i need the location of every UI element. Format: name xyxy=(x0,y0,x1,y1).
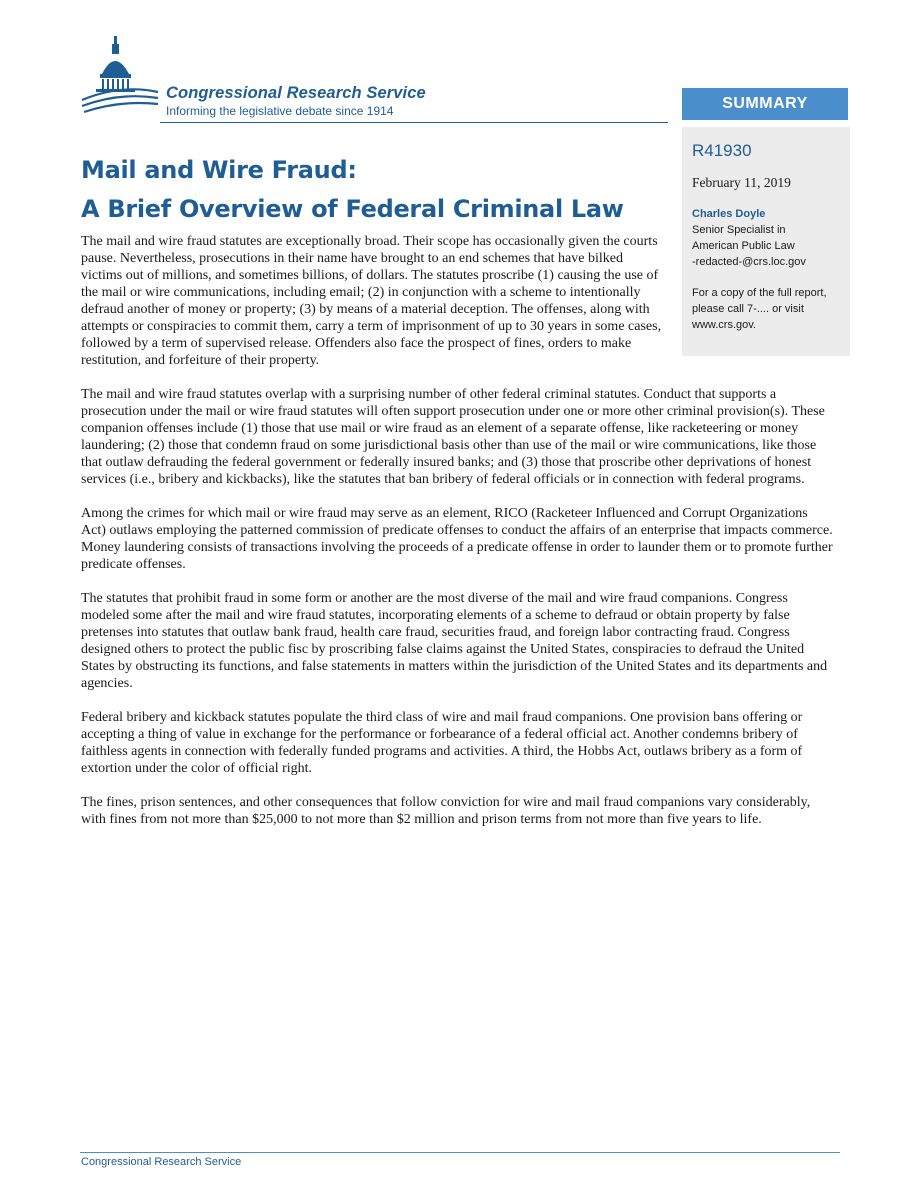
capitol-dome-icon xyxy=(80,34,162,124)
paragraph-2: The mail and wire fraud statutes overlap with a surprising number of other federal criminal statutes. Conduct that supports a prosecution under the mail or wire fraud statutes will often support prosecution under one or more other criminal provision(s). These companion offenses include (1) those that use mail or wire fraud as an element of a separate offense, like racketeering or money laundering; (2) those that condemn fraud on some jurisdictional basis other than use of the mail or wire communications, like those that outlaw defrauding the federal government or federally insured banks; and (3) those that proscribe other deprivations of honest services (i.e., bribery and kickbacks), like the statutes that ban bribery of federal officials or in connection with federal programs. xyxy=(81,387,825,487)
org-name: Congressional Research Service xyxy=(166,84,426,102)
page-title xyxy=(81,151,624,229)
footer-text: Congressional Research Service xyxy=(81,1156,242,1168)
header-divider xyxy=(160,122,668,123)
paragraph-4: The statutes that prohibit fraud in some form or another are the most diverse of the mail and wire fraud companions. Congress modeled some after the mail and wire fraud statutes, incorporating elements of a scheme to defraud or obtain property by false pretenses into statutes that outlaw bank fraud, health care fraud, securities fraud, and foreign labor contracting fraud. Congress designed others to protect the public fisc by proscribing false claims against the United States, conspiracies to defraud the United States by obstructing its functions, and false statements in matters within the jurisdiction of the United States and its departments and agencies. xyxy=(81,591,828,691)
copy-note: For a copy of the full report, please call 7-.... or visit www.crs.gov. xyxy=(692,287,827,331)
paragraph-6: The fines, prison sentences, and other consequences that follow conviction for wire and mail fraud companions vary considerably, with fines from not more than $25,000 to not more than $2 million and prison terms from not more than five years to life. xyxy=(81,795,811,827)
paragraph-5: Federal bribery and kickback statutes populate the third class of wire and mail fraud companions. One provision bans offering or accepting a thing of value in exchange for the performance or forbearance of a federal official act. Another condemns bribery of faithless agents in connection with federally funded programs and activities. A third, the Hobbs Act, outlaws bribery as a form of extortion under the color of official right. xyxy=(81,710,803,776)
summary-body xyxy=(81,233,833,845)
summary-tab: SUMMARY xyxy=(682,88,848,120)
org-tagline: Informing the legislative debate since 1914 xyxy=(166,104,394,118)
paragraph-3: Among the crimes for which mail or wire fraud may serve as an element, RICO (Racketeer Influenced and Corrupt Organizations Act) outlaws employing the patterned commission of predicate offenses to conduct the affairs of an enterprise that impacts commerce. Money laundering consists of transactions involving the proceeds of a predicate offense in order to launder them or to promote further predicate offenses. xyxy=(81,506,833,572)
author-title-line1: Senior Specialist in xyxy=(692,224,786,236)
report-number: R41930 xyxy=(692,141,752,160)
author-title-line2: American Public Law xyxy=(692,240,795,252)
report-date: February 11, 2019 xyxy=(692,175,791,190)
footer-divider xyxy=(80,1152,840,1153)
crs-logo[interactable] xyxy=(80,34,480,124)
author-name: Charles Doyle xyxy=(692,208,766,220)
title-line1: Mail and Wire Fraud: xyxy=(81,156,357,184)
paragraph-1: The mail and wire fraud statutes are exceptionally broad. Their scope has occasionally given the courts pause. Nevertheless, prosecutions in their name have brought to an end schemes that have bilked victims out of millions, and sometimes billions, of dollars. The statutes proscribe (1) causing the use of the mail or wire communications, including email; (2) in conjunction with a scheme to intentionally defraud another of money or property; (3) by means of a material deception. The offenses, along with attempts or conspiracies to commit them, carry a term of imprisonment of up to 30 years in some cases, followed by a term of supervised release. Offenders also face the prospect of fines, orders to make restitution, and forfeiture of their property. xyxy=(81,234,662,368)
author-email[interactable]: -redacted-@crs.loc.gov xyxy=(692,256,806,268)
title-line2: A Brief Overview of Federal Criminal Law xyxy=(81,195,624,223)
